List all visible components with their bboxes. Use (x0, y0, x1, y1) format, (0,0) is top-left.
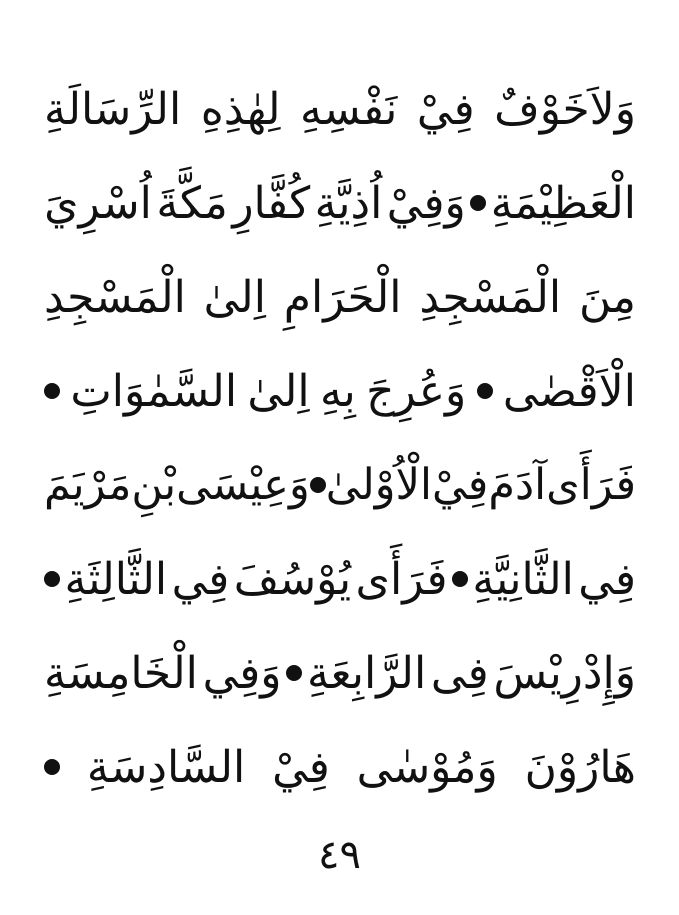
word: الرَّابِعَةِ (306, 647, 427, 699)
word: كُفَّارِ (232, 177, 311, 229)
word: مَرْيَمَ (44, 460, 132, 510)
word: فِيْ (272, 741, 330, 793)
word: الْحَرَامِ (283, 271, 402, 323)
text-line-8 (44, 720, 636, 814)
word: اُسْرِيَ (44, 177, 152, 229)
word: فِى (430, 647, 489, 699)
word: وَفِيْ (386, 177, 466, 229)
word: فِي (171, 553, 230, 605)
page-number: ٤٩ (318, 832, 361, 878)
word: بْنِ (131, 460, 177, 510)
word: الثَّالِثَةِ (64, 553, 168, 605)
word: وَعِيْسَى (176, 460, 310, 510)
text-line-7 (44, 626, 636, 720)
word: آدَمَ (488, 460, 547, 510)
word: الْاُوْلىٰ (325, 460, 432, 510)
word: الرِّسَالَةِ (44, 83, 182, 135)
text-line-4 (44, 344, 636, 438)
word: الْخَامِسَةِ (44, 647, 198, 699)
word: الْمَسْجِدِ (419, 271, 562, 323)
word: وَلاَخَوْفٌ (494, 83, 636, 135)
text-line-6 (44, 532, 636, 626)
word: اِلىٰ (247, 365, 310, 417)
verse-separator-dot (477, 383, 493, 399)
word: الْعَظِيْمَةِ (490, 177, 636, 229)
word: فِيْ (416, 83, 475, 135)
word: الثَّانِيَّةِ (472, 553, 574, 605)
text-line-2 (44, 156, 636, 250)
word: مِنَ (578, 271, 636, 323)
word: هَارُوْنَ (524, 741, 636, 793)
word: يُوْسُفَ (233, 553, 352, 605)
text-line-3 (44, 250, 636, 344)
verse-separator-dot (44, 759, 60, 775)
word: وَإِدْرِيْسَ (493, 647, 636, 699)
word: نَفْسِهِ (300, 83, 398, 135)
word: وَعُرِجَ (366, 365, 467, 417)
word: فِي (578, 553, 636, 605)
verse-separator-dot (44, 383, 60, 399)
word: لِهٰذِهِ (200, 83, 281, 135)
word: الْمَسْجِدِ (44, 271, 186, 323)
text-line-1 (44, 62, 636, 156)
word: السَّمٰوَاتِ (70, 365, 238, 417)
word: وَمُوْسٰى (356, 741, 498, 793)
verse-separator-dot (44, 571, 60, 587)
verse-separator-dot (470, 195, 486, 211)
word: بِهِ (319, 365, 356, 417)
word: فَرَأَى (355, 553, 448, 605)
text-line-5 (44, 438, 636, 532)
word: فَرَأَى (546, 460, 636, 510)
word: الْاَقْصٰى (502, 365, 636, 417)
word: اُذِيَّةِ (314, 177, 383, 229)
verse-separator-dot (286, 665, 302, 681)
arabic-text-block (44, 62, 636, 814)
word: السَّادِسَةِ (86, 741, 246, 793)
word: فِيْ (431, 460, 489, 510)
word: مَكَّةَ (156, 177, 228, 229)
verse-separator-dot (452, 571, 468, 587)
word: وَفِي (202, 647, 282, 699)
word: اِلىٰ (203, 271, 266, 323)
verse-separator-dot (310, 477, 326, 493)
